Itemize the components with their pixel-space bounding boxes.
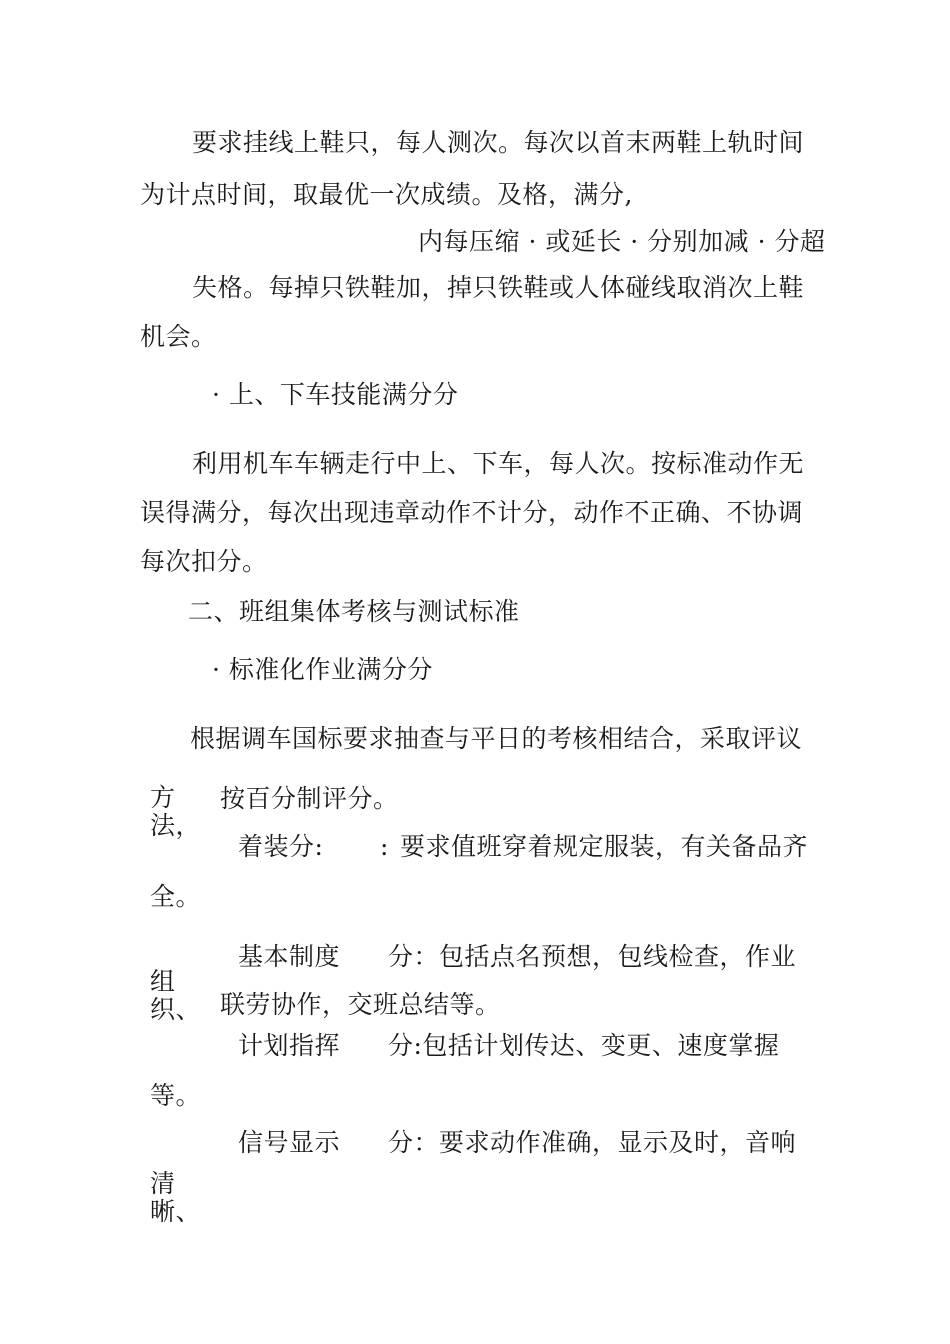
paragraph-line: 机会。 [140,322,217,351]
item-label: 计划指挥 [238,1031,341,1060]
paragraph-line: 失格。每掉只铁鞋加，掉只铁鞋或人体碰线取消次上鞋 [192,273,805,302]
paragraph-line: 根据调车国标要求抽查与平日的考核相结合，采取评议 [190,724,803,753]
item-label: 着装分: [238,832,324,861]
side-fragment: 组织、 [150,967,202,1024]
side-fragment: 清晰、 [150,1169,202,1226]
paragraph-line: 为计点时间，取最优一次成绩。及格，满分, [140,180,633,209]
paragraph-line: 联劳协作，交班总结等。 [220,990,501,1019]
side-fragment: 方法， [150,783,202,840]
paragraph-line: 内每压缩 · 或延长 · 分别加减 · 分超 [418,227,826,256]
item-text: 分:包括计划传达、变更、速度掌握 [388,1031,780,1060]
paragraph-line: 要求挂线上鞋只，每人测次。每次以首末两鞋上轨时间 [192,128,805,157]
section-heading: 二、班组集体考核与测试标准 [188,597,520,626]
item-label: 基本制度 [238,942,341,971]
subsection-heading: · 标准化作业满分分 [212,655,433,684]
item-text: 要求值班穿着规定服装，有关备品齐 [400,832,809,861]
paragraph-line: 等。 [150,1081,202,1110]
paragraph-line: 误得满分，每次出现违章动作不计分，动作不正确、不协调 [140,498,804,527]
item-colon: : [380,832,389,861]
item-text: 分：要求动作准确，显示及时，音响 [388,1128,797,1157]
item-label: 信号显示 [238,1128,341,1157]
paragraph-line: 全。 [150,882,202,911]
item-text: 分：包括点名预想，包线检查，作业 [388,942,797,971]
paragraph-line: 利用机车车辆走行中上、下车，每人次。按标准动作无 [192,449,805,478]
paragraph-line: 按百分制评分。 [220,784,399,813]
subsection-heading: · 上、下车技能满分分 [212,380,459,409]
paragraph-line: 每次扣分。 [140,547,268,576]
